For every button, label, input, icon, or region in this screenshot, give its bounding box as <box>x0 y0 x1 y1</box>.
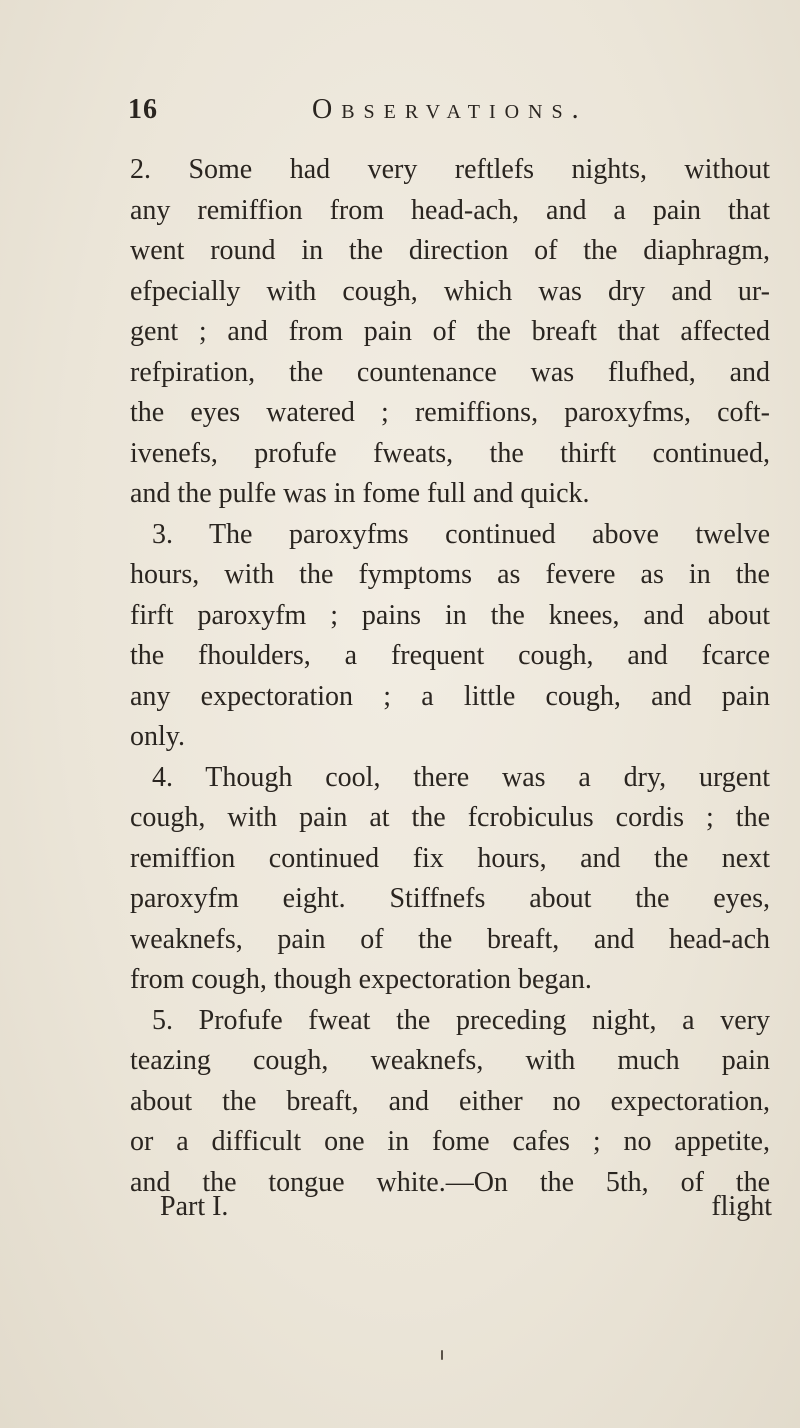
text-line: refpiration, the countenance was flufhed, and <box>130 356 770 388</box>
catchword: flight <box>711 1191 772 1222</box>
text-line: the fhoulders, a frequent cough, and fcarce <box>130 640 770 671</box>
page-footer <box>160 1191 772 1231</box>
page-number: 16 <box>128 94 158 125</box>
text-line: efpecially with cough, which was dry and ur- <box>130 275 770 307</box>
text-line: weaknefs, pain of the breaft, and head-ach <box>130 923 770 955</box>
text-line: teazing cough, weaknefs, with much pain <box>130 1045 770 1076</box>
text-line: 5. Profufe fweat the preceding night, a very <box>152 1004 770 1036</box>
text-line: 4. Though cool, there was a dry, urgent <box>152 761 770 793</box>
signature-mark: Part I. <box>160 1191 229 1222</box>
text-line: 2. Some had very reftlefs nights, without <box>130 154 770 185</box>
text-line: or a difficult one in fome cafes ; no appetite, <box>130 1126 770 1157</box>
body-text <box>130 150 770 1203</box>
text-line: any expectoration ; a little cough, and pain <box>130 680 770 712</box>
text-line: and the pulfe was in fome full and quick. <box>130 478 590 509</box>
text-line: remiffion continued fix hours, and the next <box>130 842 770 874</box>
text-line: from cough, though expectoration began. <box>130 964 592 995</box>
running-head: Observations. <box>312 94 588 125</box>
page-header <box>128 94 768 134</box>
text-line: cough, with pain at the fcrobiculus cordis ; the <box>130 802 770 833</box>
text-line: and the tongue white.—On the 5th, of the <box>130 1166 770 1198</box>
text-line: hours, with the fymptoms as fevere as in the <box>130 559 770 590</box>
text-line: any remiffion from head-ach, and a pain that <box>130 194 770 226</box>
text-line: firft paroxyfm ; pains in the knees, and about <box>130 599 770 631</box>
text-line: the eyes watered ; remiffions, paroxyfms, coft- <box>130 397 770 428</box>
text-line: paroxyfm eight. Stiffnefs about the eyes, <box>130 883 770 914</box>
text-line: gent ; and from pain of the breaft that affected <box>130 316 770 347</box>
text-line: ivenefs, profufe fweats, the thirft continued, <box>130 437 770 469</box>
text-line: about the breaft, and either no expectoration, <box>130 1085 770 1117</box>
text-line: only. <box>130 721 185 752</box>
ink-speck <box>441 1350 443 1360</box>
text-line: went round in the direction of the diaphragm, <box>130 235 770 266</box>
text-line: 3. The paroxyfms continued above twelve <box>152 518 770 550</box>
